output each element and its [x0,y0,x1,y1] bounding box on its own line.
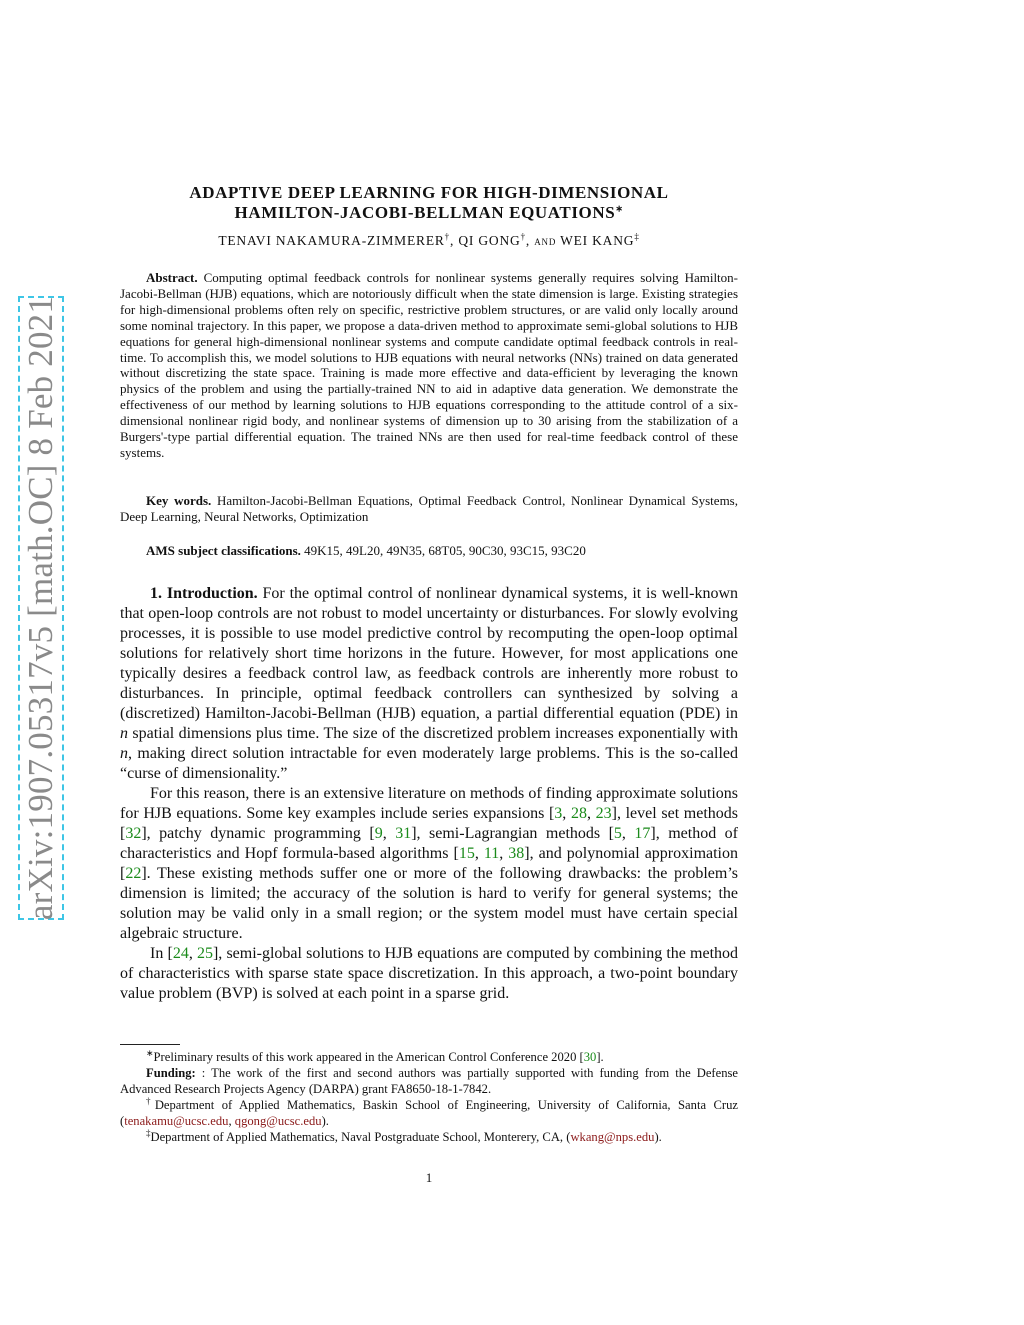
keywords-text: Hamilton-Jacobi-Bellman Equations, Optimal Feedback Control, Nonlinear Dynamical Systems, Deep Learning, Neural Networks, Optimization [120,493,738,524]
keywords [120,493,738,525]
footnote-divider [120,1044,180,1045]
paper-title [120,183,738,223]
section-heading: 1. Introduction. [150,585,258,602]
funding-note: Funding: : The work of the first and second authors was partially supported with funding from the Defense Advanced Research Projects Agency (DARPA) grant FA8650-18-1-7842. [120,1066,738,1096]
ams-text: 49K15, 49L20, 49N35, 68T05, 90C30, 93C15, 93C20 [304,543,586,558]
footnotes [120,1049,738,1145]
footnote-3: ‡Department of Applied Mathematics, Naval Postgraduate School, Monterery, CA, (wkang@nps.edu). [146,1127,662,1144]
intro-paragraph-3: In [24, 25], semi-global solutions to HJB equations are computed by combining the method of characteristics with sparse state space discretization. In this approach, a two-point boundary value problem (BVP) is solved at each point in a sparse grid. [120,945,739,1002]
citation-link[interactable]: 17 [634,825,651,842]
citation-link[interactable]: 25 [196,945,213,962]
ams-classifications [120,543,738,559]
title-line-1: ADAPTIVE DEEP LEARNING FOR HIGH-DIMENSIONAL [189,183,669,202]
citation-link[interactable]: 15 [458,845,475,862]
title-line-2: HAMILTON-JACOBI-BELLMAN EQUATIONS∗ [234,203,624,222]
ams-label: AMS subject classifications. [146,543,301,558]
author-1-mark: † [444,231,450,242]
citation-link[interactable]: 32 [125,825,142,842]
citation-link[interactable]: 11 [483,845,500,862]
intro-paragraph-2: For this reason, there is an extensive literature on methods of finding approximate solutions for HJB equations. Some key examples include series expansions [3, 28, 23], level set methods [32], patchy dynamic programming [9, 31], semi-Lagrangian methods [5, 17], method of characteristics and Hopf formula-based algorithms [15, 11, 38], and polynomial approximation [22]. These existing methods suffer one or more of the following drawbacks: the problem’s dimension is limited; the accuracy of the solution is hard to verify for general systems; the solution may be valid only in a small region; or the system model must have certain special algebraic structure. [120,785,739,942]
citation-link[interactable]: 22 [125,865,142,882]
author-3-mark: ‡ [634,231,640,242]
citation-link[interactable]: 24 [172,945,189,962]
email-link[interactable]: tenakamu@ucsc.edu [124,1114,229,1128]
arxiv-identifier[interactable]: arXiv:1907.05317v5 [math.OC] 8 Feb 2021 [21,295,60,921]
author-2: QI GONG [458,233,521,248]
email-link[interactable]: wkang@nps.edu [570,1130,655,1144]
citation-link[interactable]: 5 [613,825,622,842]
citation-link[interactable]: 38 [508,845,525,862]
email-link[interactable]: qgong@ucsc.edu [234,1114,322,1128]
citation-link[interactable]: 9 [374,825,383,842]
citation-link[interactable]: 28 [570,805,587,822]
arxiv-stamp[interactable] [18,296,64,920]
author-list: TENAVI NAKAMURA-ZIMMERER†, QI GONG†, and WEI KANG‡ [218,231,640,248]
keywords-label: Key words. [146,493,212,508]
author-1: TENAVI NAKAMURA-ZIMMERER [218,233,445,248]
abstract-text: Computing optimal feedback controls for nonlinear systems generally requires solving Hamilton-Jacobi-Bellman (HJB) equations, which are notoriously difficult when the state dimension is large. Existing strategies for high-dimensional problems often rely on specific, restrictive problem structures, or are valid only locally around some nominal trajectory. In this paper, we propose a data-driven method to approximate semi-global solutions to HJB equations for general high-dimensional nonlinear systems and compute candidate optimal feedback controls in real-time. To accomplish this, we model solutions to HJB equations with neural networks (NNs) trained on data generated without discretizing the state space. Training is made more effective and data-efficient by leveraging the known physics of the problem and using the partially-trained NN to aid in adaptive data generation. We demonstrate the effectiveness of our method by learning solutions to HJB equations corresponding to the attitude control of a six-dimensional nonlinear rigid body, and nonlinear systems of dimension up to 30 arising from the stabilization of a Burgers'-type partial differential equation. The trained NNs are then used for real-time feedback control of these systems. [120,270,738,460]
author-and: and [534,233,557,248]
footnote-2: †Department of Applied Mathematics, Baskin School of Engineering, University of California, Santa Cruz (tenakamu@ucsc.edu, qgong@ucsc.edu). [120,1095,738,1128]
citation-link[interactable]: 23 [595,805,612,822]
footnote-1: ∗Preliminary results of this work appeared in the American Control Conference 2020 [30]. [146,1047,604,1064]
citation-link[interactable]: 3 [554,805,563,822]
funding-label: Funding: [146,1066,196,1080]
introduction-section [120,584,738,1004]
intro-paragraph-1: 1. Introduction. For the optimal control of nonlinear dynamical systems, it is well-known that open-loop controls are not robust to model uncertainty or disturbances. For slowly evolving processes, it is possible to use model predictive control by recomputing the open-loop optimal solutions for relatively short time horizons in the future. However, for most applications one typically desires a feedback control law, as feedback controls are inherently more robust to disturbances. In principle, optimal feedback controllers can synthesized by solving a (discretized) Hamilton-Jacobi-Bellman (HJB) equation, a partial differential equation (PDE) in n spatial dimensions plus time. The size of the discretized problem increases exponentially with n, making direct solution intractable for even moderately large problems. This is the so-called “curse of dimensionality.” [120,585,739,782]
citation-link[interactable]: 30 [583,1050,597,1064]
author-3: WEI KANG [560,233,635,248]
author-2-mark: † [520,231,526,242]
abstract [120,270,738,461]
title-footnote-mark: ∗ [615,203,624,214]
page-number: 1 [425,1170,433,1185]
citation-link[interactable]: 31 [395,825,412,842]
abstract-label: Abstract. [146,270,198,285]
